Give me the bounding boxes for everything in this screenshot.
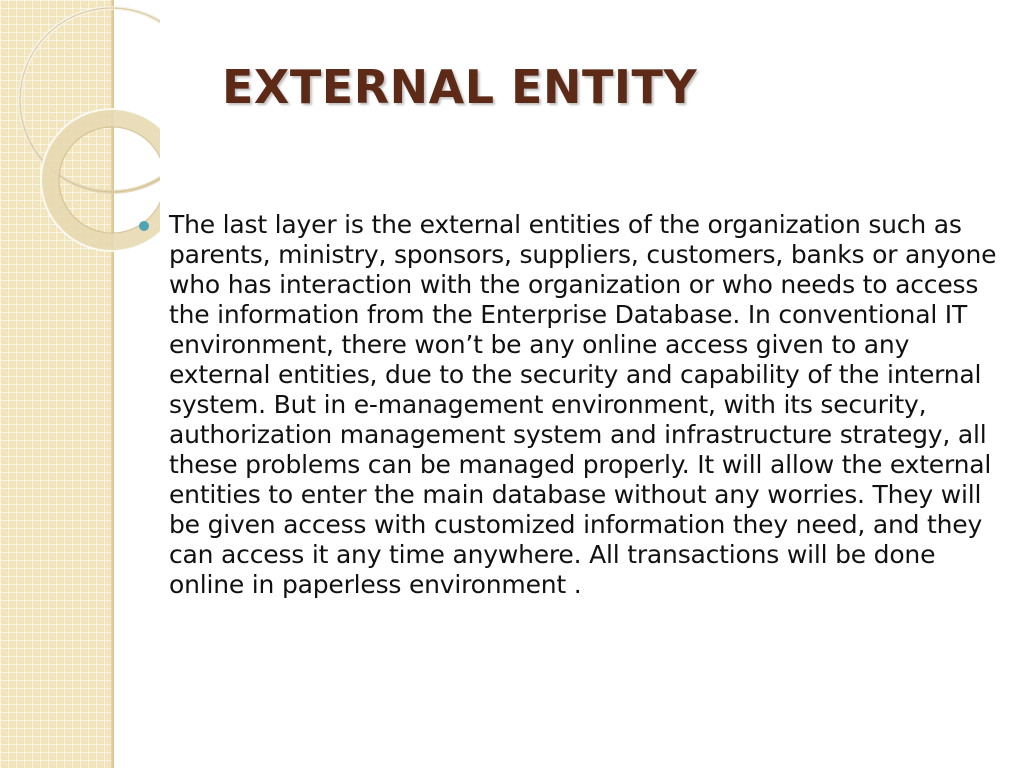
- upper-ring: [20, 8, 160, 192]
- bullet-text: The last layer is the external entities of the organization such as parents, ministry, sponsors, suppliers, customers, banks or anyone who has interaction with the organization or who needs to access the information from the Enterprise Database. In conventional IT environment, there won’t be any online access given to any external entities, due to the security and capability of the internal system. But in e-management environment, with its security, authorization management system and infrastructure strategy, all these problems can be managed properly. It will allow the external entities to enter the main database without any worries. They will be given access with customized information they need, and they can access it any time anywhere. All transactions will be done online in paperless environment .: [169, 210, 997, 599]
- bullet-point-icon: [139, 221, 149, 231]
- upper-ring-shadow: [20, 8, 160, 192]
- slide-body: [136, 210, 1006, 600]
- bullet-item: [136, 210, 1006, 600]
- slide-title: EXTERNAL ENTITY: [222, 60, 698, 114]
